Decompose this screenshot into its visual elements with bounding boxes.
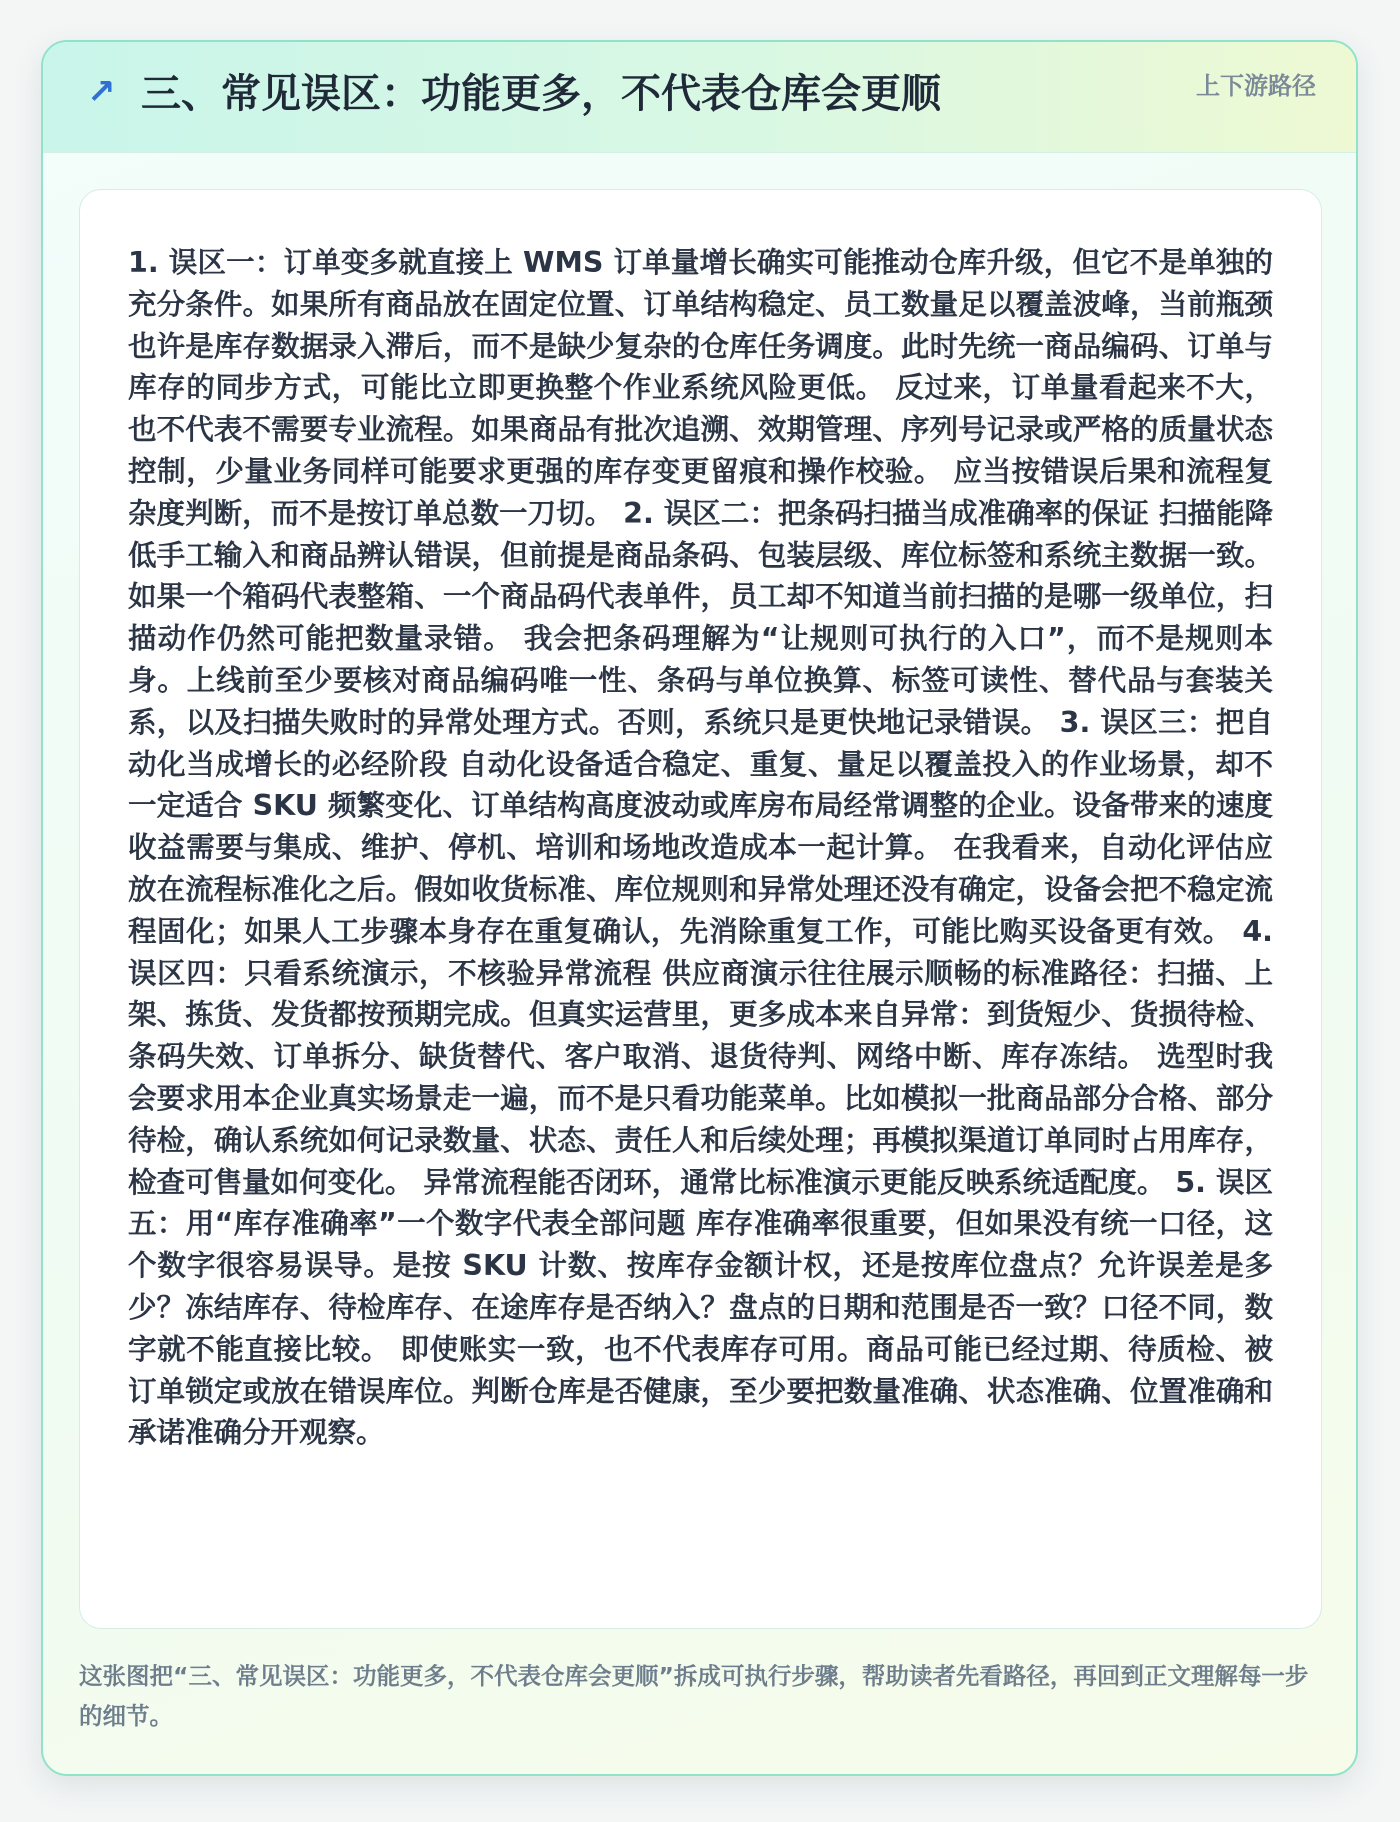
content-panel — [79, 189, 1322, 1629]
body-text: 1. 误区一：订单变多就直接上 WMS 订单量增长确实可能推动仓库升级，但它不是单独的充分条件。如果所有商品放在固定位置、订单结构稳定、员工数量足以覆盖波峰，当前瓶颈也许是库存数据录入滞后，而不是缺少复杂的仓库任务调度。此时先统一商品编码、订单与库存的同步方式，可能比立即更换整个作业系统风险更低。 反过来，订单量看起来不大，也不代表不需要专业流程。如果商品有批次追溯、效期管理、序列号记录或严格的质量状态控制，少量业务同样可能要求更强的库存变更留痕和操作校验。 应当按错误后果和流程复杂度判断，而不是按订单总数一刀切。 2. 误区二：把条码扫描当成准确率的保证 扫描能降低手工输入和商品辨认错误，但前提是商品条码、包装层级、库位标签和系统主数据一致。如果一个箱码代表整箱、一个商品码代表单件，员工却不知道当前扫描的是哪一级单位，扫描动作仍然可能把数量录错。 我会把条码理解为“让规则可执行的入口”，而不是规则本身。上线前至少要核对商品编码唯一性、条码与单位换算、标签可读性、替代品与套装关系，以及扫描失败时的异常处理方式。否则，系统只是更快地记录错误。 3. 误区三：把自动化当成增长的必经阶段 自动化设备适合稳定、重复、量足以覆盖投入的作业场景，却不一定适合 SKU 频繁变化、订单结构高度波动或库房布局经常调整的企业。设备带来的速度收益需要与集成、维护、停机、培训和场地改造成本一起计算。 在我看来，自动化评估应放在流程标准化之后。假如收货标准、库位规则和异常处理还没有确定，设备会把不稳定流程固化；如果人工步骤本身存在重复确认，先消除重复工作，可能比购买设备更有效。 4. 误区四：只看系统演示，不核验异常流程 供应商演示往往展示顺畅的标准路径：扫描、上架、拣货、发货都按预期完成。但真实运营里，更多成本来自异常：到货短少、货损待检、条码失效、订单拆分、缺货替代、客户取消、退货待判、网络中断、库存冻结。 选型时我会要求用本企业真实场景走一遍，而不是只看功能菜单。比如模拟一批商品部分合格、部分待检，确认系统如何记录数量、状态、责任人和后续处理；再模拟渠道订单同时占用库存，检查可售量如何变化。 异常流程能否闭环，通常比标准演示更能反映系统适配度。 5. 误区五：用“库存准确率”一个数字代表全部问题 库存准确率很重要，但如果没有统一口径，这个数字很容易误导。是按 SKU 计数、按库存金额计权，还是按库位盘点？允许误差是多少？冻结库存、待检库存、在途库存是否纳入？盘点的日期和范围是否一致？口径不同，数字就不能直接比较。 即使账实一致，也不代表库存可用。商品可能已经过期、待质检、被订单锁定或放在错误库位。判断仓库是否健康，至少要把数量准确、状态准确、位置准确和承诺准确分开观察。 — [128, 246, 1273, 1450]
card — [41, 40, 1358, 1776]
path-tag: 上下游路径 — [1196, 72, 1316, 100]
figure-caption: 这张图把“三、常见误区：功能更多，不代表仓库会更顺”拆成可执行步骤，帮助读者先看路径，再回到正文理解每一步的细节。 — [79, 1662, 1309, 1730]
card-header — [43, 42, 1356, 153]
trend-arrow-icon: ↗ — [87, 72, 116, 112]
card-title: 三、常见误区：功能更多，不代表仓库会更顺 — [141, 71, 941, 117]
